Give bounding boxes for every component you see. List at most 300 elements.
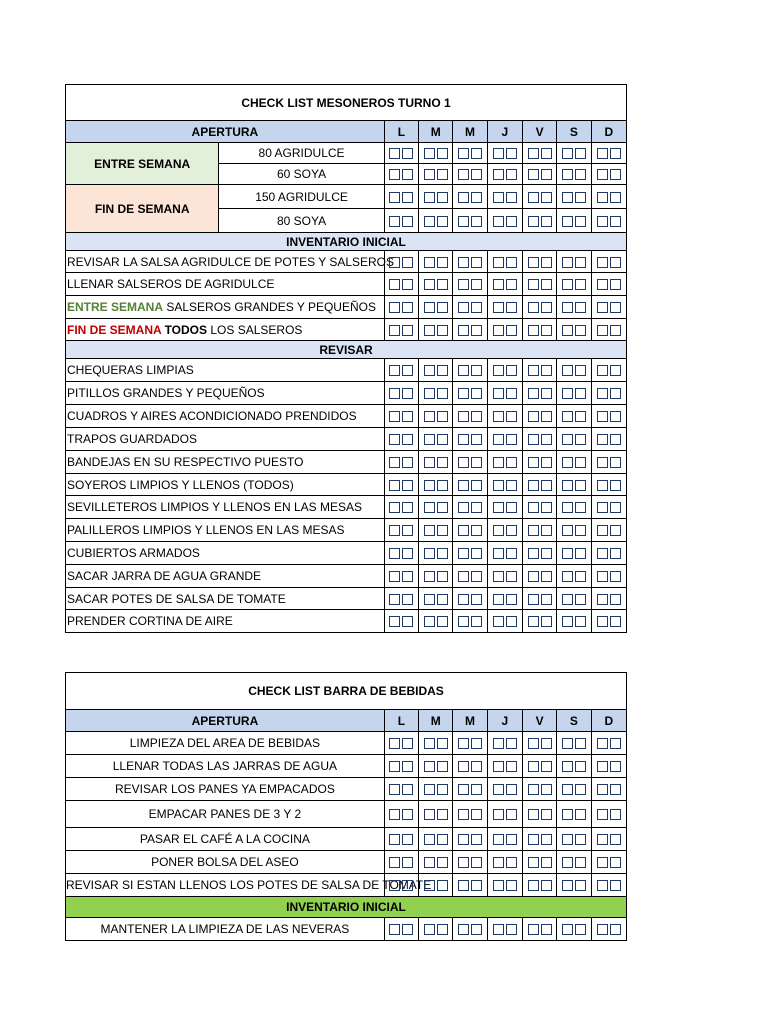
checkbox[interactable] <box>493 857 504 868</box>
checkbox[interactable] <box>424 502 435 513</box>
checkbox[interactable] <box>506 457 517 468</box>
checkbox[interactable] <box>541 502 552 513</box>
checkbox[interactable] <box>493 616 504 627</box>
checkbox[interactable] <box>493 594 504 605</box>
checkbox[interactable] <box>528 525 539 536</box>
checkbox[interactable] <box>471 548 482 559</box>
checkbox[interactable] <box>389 784 400 795</box>
checkbox[interactable] <box>437 857 448 868</box>
checkbox[interactable] <box>389 480 400 491</box>
checkbox[interactable] <box>541 257 552 268</box>
checkbox[interactable] <box>541 809 552 820</box>
checkbox[interactable] <box>424 480 435 491</box>
checkbox[interactable] <box>458 279 469 290</box>
checkbox[interactable] <box>458 784 469 795</box>
checkbox[interactable] <box>610 365 621 376</box>
checkbox[interactable] <box>458 169 469 180</box>
checkbox[interactable] <box>424 784 435 795</box>
checkbox[interactable] <box>562 325 573 336</box>
checkbox[interactable] <box>402 388 413 399</box>
checkbox[interactable] <box>493 388 504 399</box>
checkbox[interactable] <box>493 525 504 536</box>
checkbox[interactable] <box>424 411 435 422</box>
checkbox[interactable] <box>437 880 448 891</box>
checkbox[interactable] <box>597 834 608 845</box>
checkbox[interactable] <box>562 594 573 605</box>
checkbox[interactable] <box>575 148 586 159</box>
checkbox[interactable] <box>575 216 586 227</box>
checkbox[interactable] <box>402 192 413 203</box>
checkbox[interactable] <box>389 857 400 868</box>
checkbox[interactable] <box>610 411 621 422</box>
checkbox[interactable] <box>437 834 448 845</box>
checkbox[interactable] <box>528 457 539 468</box>
checkbox[interactable] <box>437 257 448 268</box>
checkbox[interactable] <box>575 548 586 559</box>
checkbox[interactable] <box>562 365 573 376</box>
checkbox[interactable] <box>506 784 517 795</box>
checkbox[interactable] <box>575 784 586 795</box>
checkbox[interactable] <box>506 525 517 536</box>
checkbox[interactable] <box>528 809 539 820</box>
checkbox[interactable] <box>389 457 400 468</box>
checkbox[interactable] <box>541 924 552 935</box>
checkbox[interactable] <box>389 216 400 227</box>
checkbox[interactable] <box>562 548 573 559</box>
checkbox[interactable] <box>562 502 573 513</box>
checkbox[interactable] <box>597 257 608 268</box>
checkbox[interactable] <box>597 502 608 513</box>
checkbox[interactable] <box>506 279 517 290</box>
checkbox[interactable] <box>528 616 539 627</box>
checkbox[interactable] <box>528 388 539 399</box>
checkbox[interactable] <box>562 809 573 820</box>
checkbox[interactable] <box>541 761 552 772</box>
checkbox[interactable] <box>541 411 552 422</box>
checkbox[interactable] <box>541 548 552 559</box>
checkbox[interactable] <box>437 169 448 180</box>
checkbox[interactable] <box>541 279 552 290</box>
checkbox[interactable] <box>610 216 621 227</box>
checkbox[interactable] <box>493 480 504 491</box>
checkbox[interactable] <box>424 834 435 845</box>
checkbox[interactable] <box>562 388 573 399</box>
checkbox[interactable] <box>541 784 552 795</box>
checkbox[interactable] <box>471 302 482 313</box>
checkbox[interactable] <box>575 525 586 536</box>
checkbox[interactable] <box>437 216 448 227</box>
checkbox[interactable] <box>506 880 517 891</box>
checkbox[interactable] <box>424 924 435 935</box>
checkbox[interactable] <box>389 434 400 445</box>
checkbox[interactable] <box>506 502 517 513</box>
checkbox[interactable] <box>402 924 413 935</box>
checkbox[interactable] <box>562 616 573 627</box>
checkbox[interactable] <box>458 880 469 891</box>
checkbox[interactable] <box>506 388 517 399</box>
checkbox[interactable] <box>402 365 413 376</box>
checkbox[interactable] <box>458 616 469 627</box>
checkbox[interactable] <box>493 880 504 891</box>
checkbox[interactable] <box>597 434 608 445</box>
checkbox[interactable] <box>562 216 573 227</box>
checkbox[interactable] <box>575 169 586 180</box>
checkbox[interactable] <box>424 365 435 376</box>
checkbox[interactable] <box>541 616 552 627</box>
checkbox[interactable] <box>493 548 504 559</box>
checkbox[interactable] <box>610 880 621 891</box>
checkbox[interactable] <box>389 192 400 203</box>
checkbox[interactable] <box>506 548 517 559</box>
checkbox[interactable] <box>597 857 608 868</box>
checkbox[interactable] <box>471 738 482 749</box>
checkbox[interactable] <box>528 434 539 445</box>
checkbox[interactable] <box>471 148 482 159</box>
checkbox[interactable] <box>493 325 504 336</box>
checkbox[interactable] <box>424 809 435 820</box>
checkbox[interactable] <box>528 857 539 868</box>
checkbox[interactable] <box>562 571 573 582</box>
checkbox[interactable] <box>471 365 482 376</box>
checkbox[interactable] <box>471 924 482 935</box>
checkbox[interactable] <box>458 809 469 820</box>
checkbox[interactable] <box>437 784 448 795</box>
checkbox[interactable] <box>610 457 621 468</box>
checkbox[interactable] <box>597 880 608 891</box>
checkbox[interactable] <box>610 924 621 935</box>
checkbox[interactable] <box>493 457 504 468</box>
checkbox[interactable] <box>437 411 448 422</box>
checkbox[interactable] <box>437 502 448 513</box>
checkbox[interactable] <box>493 434 504 445</box>
checkbox[interactable] <box>402 480 413 491</box>
checkbox[interactable] <box>597 784 608 795</box>
checkbox[interactable] <box>541 480 552 491</box>
checkbox[interactable] <box>437 809 448 820</box>
checkbox[interactable] <box>424 525 435 536</box>
checkbox[interactable] <box>575 192 586 203</box>
checkbox[interactable] <box>528 216 539 227</box>
checkbox[interactable] <box>424 302 435 313</box>
checkbox[interactable] <box>528 148 539 159</box>
checkbox[interactable] <box>471 809 482 820</box>
checkbox[interactable] <box>562 857 573 868</box>
checkbox[interactable] <box>437 279 448 290</box>
checkbox[interactable] <box>610 761 621 772</box>
checkbox[interactable] <box>597 325 608 336</box>
checkbox[interactable] <box>528 502 539 513</box>
checkbox[interactable] <box>597 365 608 376</box>
checkbox[interactable] <box>389 169 400 180</box>
checkbox[interactable] <box>575 434 586 445</box>
checkbox[interactable] <box>575 761 586 772</box>
checkbox[interactable] <box>610 738 621 749</box>
checkbox[interactable] <box>597 216 608 227</box>
checkbox[interactable] <box>610 279 621 290</box>
checkbox[interactable] <box>562 480 573 491</box>
checkbox[interactable] <box>458 192 469 203</box>
checkbox[interactable] <box>528 548 539 559</box>
checkbox[interactable] <box>528 880 539 891</box>
checkbox[interactable] <box>493 571 504 582</box>
checkbox[interactable] <box>597 594 608 605</box>
checkbox[interactable] <box>597 457 608 468</box>
checkbox[interactable] <box>402 784 413 795</box>
checkbox[interactable] <box>458 525 469 536</box>
checkbox[interactable] <box>424 388 435 399</box>
checkbox[interactable] <box>424 594 435 605</box>
checkbox[interactable] <box>437 148 448 159</box>
checkbox[interactable] <box>458 216 469 227</box>
checkbox[interactable] <box>597 169 608 180</box>
checkbox[interactable] <box>458 548 469 559</box>
checkbox[interactable] <box>610 325 621 336</box>
checkbox[interactable] <box>575 738 586 749</box>
checkbox[interactable] <box>424 857 435 868</box>
checkbox[interactable] <box>389 148 400 159</box>
checkbox[interactable] <box>424 148 435 159</box>
checkbox[interactable] <box>437 738 448 749</box>
checkbox[interactable] <box>528 571 539 582</box>
checkbox[interactable] <box>389 761 400 772</box>
checkbox[interactable] <box>424 457 435 468</box>
checkbox[interactable] <box>437 457 448 468</box>
checkbox[interactable] <box>597 148 608 159</box>
checkbox[interactable] <box>541 880 552 891</box>
checkbox[interactable] <box>471 616 482 627</box>
checkbox[interactable] <box>424 880 435 891</box>
checkbox[interactable] <box>528 302 539 313</box>
checkbox[interactable] <box>541 434 552 445</box>
checkbox[interactable] <box>402 325 413 336</box>
checkbox[interactable] <box>389 594 400 605</box>
checkbox[interactable] <box>541 525 552 536</box>
checkbox[interactable] <box>575 257 586 268</box>
checkbox[interactable] <box>458 148 469 159</box>
checkbox[interactable] <box>575 857 586 868</box>
checkbox[interactable] <box>506 169 517 180</box>
checkbox[interactable] <box>424 169 435 180</box>
checkbox[interactable] <box>575 302 586 313</box>
checkbox[interactable] <box>458 325 469 336</box>
checkbox[interactable] <box>402 216 413 227</box>
checkbox[interactable] <box>402 738 413 749</box>
checkbox[interactable] <box>471 880 482 891</box>
checkbox[interactable] <box>610 594 621 605</box>
checkbox[interactable] <box>575 571 586 582</box>
checkbox[interactable] <box>389 548 400 559</box>
checkbox[interactable] <box>562 834 573 845</box>
checkbox[interactable] <box>575 411 586 422</box>
checkbox[interactable] <box>471 834 482 845</box>
checkbox[interactable] <box>437 548 448 559</box>
checkbox[interactable] <box>541 192 552 203</box>
checkbox[interactable] <box>389 365 400 376</box>
checkbox[interactable] <box>424 216 435 227</box>
checkbox[interactable] <box>610 857 621 868</box>
checkbox[interactable] <box>528 924 539 935</box>
checkbox[interactable] <box>506 738 517 749</box>
checkbox[interactable] <box>541 834 552 845</box>
checkbox[interactable] <box>562 457 573 468</box>
checkbox[interactable] <box>458 480 469 491</box>
checkbox[interactable] <box>506 761 517 772</box>
checkbox[interactable] <box>458 594 469 605</box>
checkbox[interactable] <box>402 880 413 891</box>
checkbox[interactable] <box>541 169 552 180</box>
checkbox[interactable] <box>389 571 400 582</box>
checkbox[interactable] <box>458 365 469 376</box>
checkbox[interactable] <box>562 525 573 536</box>
checkbox[interactable] <box>528 192 539 203</box>
checkbox[interactable] <box>562 192 573 203</box>
checkbox[interactable] <box>610 257 621 268</box>
checkbox[interactable] <box>471 480 482 491</box>
checkbox[interactable] <box>389 279 400 290</box>
checkbox[interactable] <box>493 502 504 513</box>
checkbox[interactable] <box>610 169 621 180</box>
checkbox[interactable] <box>402 571 413 582</box>
checkbox[interactable] <box>575 594 586 605</box>
checkbox[interactable] <box>541 738 552 749</box>
checkbox[interactable] <box>597 192 608 203</box>
checkbox[interactable] <box>528 365 539 376</box>
checkbox[interactable] <box>506 480 517 491</box>
checkbox[interactable] <box>610 388 621 399</box>
checkbox[interactable] <box>471 192 482 203</box>
checkbox[interactable] <box>541 388 552 399</box>
checkbox[interactable] <box>437 480 448 491</box>
checkbox[interactable] <box>389 616 400 627</box>
checkbox[interactable] <box>471 279 482 290</box>
checkbox[interactable] <box>437 192 448 203</box>
checkbox[interactable] <box>471 857 482 868</box>
checkbox[interactable] <box>471 169 482 180</box>
checkbox[interactable] <box>528 257 539 268</box>
checkbox[interactable] <box>562 924 573 935</box>
checkbox[interactable] <box>493 302 504 313</box>
checkbox[interactable] <box>389 257 400 268</box>
checkbox[interactable] <box>562 738 573 749</box>
checkbox[interactable] <box>437 434 448 445</box>
checkbox[interactable] <box>458 834 469 845</box>
checkbox[interactable] <box>402 857 413 868</box>
checkbox[interactable] <box>402 502 413 513</box>
checkbox[interactable] <box>506 924 517 935</box>
checkbox[interactable] <box>389 880 400 891</box>
checkbox[interactable] <box>458 761 469 772</box>
checkbox[interactable] <box>610 809 621 820</box>
checkbox[interactable] <box>575 834 586 845</box>
checkbox[interactable] <box>597 616 608 627</box>
checkbox[interactable] <box>575 279 586 290</box>
checkbox[interactable] <box>389 834 400 845</box>
checkbox[interactable] <box>389 525 400 536</box>
checkbox[interactable] <box>506 434 517 445</box>
checkbox[interactable] <box>402 279 413 290</box>
checkbox[interactable] <box>389 738 400 749</box>
checkbox[interactable] <box>437 525 448 536</box>
checkbox[interactable] <box>528 761 539 772</box>
checkbox[interactable] <box>471 761 482 772</box>
checkbox[interactable] <box>389 411 400 422</box>
checkbox[interactable] <box>437 761 448 772</box>
checkbox[interactable] <box>610 525 621 536</box>
checkbox[interactable] <box>493 169 504 180</box>
checkbox[interactable] <box>493 279 504 290</box>
checkbox[interactable] <box>424 548 435 559</box>
checkbox[interactable] <box>610 148 621 159</box>
checkbox[interactable] <box>458 457 469 468</box>
checkbox[interactable] <box>610 192 621 203</box>
checkbox[interactable] <box>471 457 482 468</box>
checkbox[interactable] <box>437 325 448 336</box>
checkbox[interactable] <box>389 302 400 313</box>
checkbox[interactable] <box>424 325 435 336</box>
checkbox[interactable] <box>402 457 413 468</box>
checkbox[interactable] <box>458 257 469 268</box>
checkbox[interactable] <box>402 809 413 820</box>
checkbox[interactable] <box>471 571 482 582</box>
checkbox[interactable] <box>389 502 400 513</box>
checkbox[interactable] <box>575 616 586 627</box>
checkbox[interactable] <box>541 457 552 468</box>
checkbox[interactable] <box>493 761 504 772</box>
checkbox[interactable] <box>458 924 469 935</box>
checkbox[interactable] <box>506 809 517 820</box>
checkbox[interactable] <box>471 594 482 605</box>
checkbox[interactable] <box>424 434 435 445</box>
checkbox[interactable] <box>402 148 413 159</box>
checkbox[interactable] <box>424 257 435 268</box>
checkbox[interactable] <box>528 279 539 290</box>
checkbox[interactable] <box>424 738 435 749</box>
checkbox[interactable] <box>458 502 469 513</box>
checkbox[interactable] <box>610 548 621 559</box>
checkbox[interactable] <box>506 148 517 159</box>
checkbox[interactable] <box>471 525 482 536</box>
checkbox[interactable] <box>458 571 469 582</box>
checkbox[interactable] <box>562 257 573 268</box>
checkbox[interactable] <box>389 809 400 820</box>
checkbox[interactable] <box>389 325 400 336</box>
checkbox[interactable] <box>541 216 552 227</box>
checkbox[interactable] <box>471 784 482 795</box>
checkbox[interactable] <box>493 411 504 422</box>
checkbox[interactable] <box>437 616 448 627</box>
checkbox[interactable] <box>424 192 435 203</box>
checkbox[interactable] <box>437 924 448 935</box>
checkbox[interactable] <box>541 857 552 868</box>
checkbox[interactable] <box>389 388 400 399</box>
checkbox[interactable] <box>575 480 586 491</box>
checkbox[interactable] <box>597 761 608 772</box>
checkbox[interactable] <box>575 457 586 468</box>
checkbox[interactable] <box>562 411 573 422</box>
checkbox[interactable] <box>506 216 517 227</box>
checkbox[interactable] <box>493 924 504 935</box>
checkbox[interactable] <box>424 279 435 290</box>
checkbox[interactable] <box>506 257 517 268</box>
checkbox[interactable] <box>575 325 586 336</box>
checkbox[interactable] <box>493 192 504 203</box>
checkbox[interactable] <box>437 388 448 399</box>
checkbox[interactable] <box>437 594 448 605</box>
checkbox[interactable] <box>471 257 482 268</box>
checkbox[interactable] <box>471 388 482 399</box>
checkbox[interactable] <box>562 880 573 891</box>
checkbox[interactable] <box>402 434 413 445</box>
